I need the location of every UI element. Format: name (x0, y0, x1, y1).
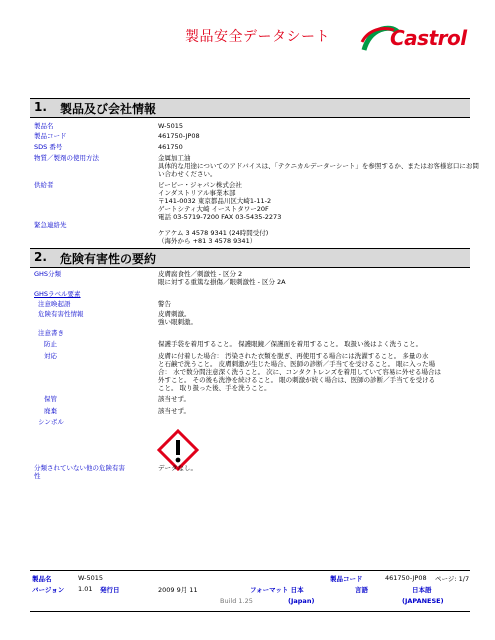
disposal-label: 廃棄 (44, 407, 57, 415)
product-code-value: 461750-JP08 (158, 132, 200, 140)
use-line-2: 具体的な用途についてのアドバイスは、「テクニカルデーターシート」を参照するか、またはお客様窓口にお問 (158, 162, 479, 170)
footer-language-label: 言語 (355, 586, 368, 594)
response-line-1: 皮膚に付着した場合： 汚染された衣類を脱ぎ、再使用する場合には洗濯すること。 多量の水 (158, 352, 429, 360)
footer-build: Build 1.25 (220, 597, 253, 605)
use-line-1: 金属加工油 (158, 154, 191, 162)
precaution-label: 注意書き (38, 329, 64, 337)
footer-format-note: (Japan) (288, 597, 315, 605)
document-title: 製品安全データシート (185, 29, 330, 45)
footer-version-value: 1.01 (78, 585, 93, 593)
supplier-label: 供給者 (34, 181, 54, 189)
response-line-5: こと。 取り扱った後、手を洗うこと。 (158, 384, 271, 392)
symbol-label: シンボル (38, 418, 64, 426)
emergency-line-1: ケアケム 3 4578 9341 (24時間受付) (158, 229, 269, 237)
ghs-class-line-1: 皮膚腐食性／刺激性 - 区分 2 (158, 270, 243, 278)
hazard-line-1: 皮膚刺激。 (158, 310, 191, 318)
page-footer (30, 570, 470, 612)
footer-product-name-value: W-5015 (78, 574, 104, 582)
response-line-2: と石鹸で洗うこと。 皮膚刺激が生じた場合、医師の診断／手当てを受けること。 眼に入った場 (158, 360, 436, 368)
use-line-3: い合わせください。 (158, 170, 217, 178)
sds-number-value: 461750 (158, 143, 183, 151)
footer-issue-date-value: 2009 9月 11 (158, 586, 198, 594)
footer-version-label: バージョン (32, 586, 65, 594)
signal-word-value: 警告 (158, 300, 171, 308)
storage-value: 該当せず。 (158, 395, 190, 403)
sds-number-label: SDS 番号 (34, 143, 63, 151)
section-1-title: 製品及び会社情報 (60, 102, 157, 116)
other-hazards-label-line-2: 性 (34, 472, 41, 480)
hazard-line-2: 強い眼刺激。 (158, 318, 197, 326)
footer-page-number: ページ: 1/7 (435, 575, 470, 583)
product-name-label: 製品名 (34, 122, 54, 130)
emergency-line-2: （海外から +81 3 4578 9341） (158, 237, 257, 245)
footer-product-code-value: 461750-JP08 (385, 574, 427, 582)
hazard-statement-label: 危険有害性情報 (38, 310, 84, 318)
footer-language-note: (JAPANESE) (402, 597, 444, 605)
ghs-class-line-2: 眼に対する重篤な損傷／眼刺激性 - 区分 2A (158, 278, 286, 286)
logo-wordmark: Castrol (390, 26, 467, 50)
supplier-line-5: 電話 03-5719-7200 FAX 03-5435-2273 (158, 213, 282, 221)
supplier-line-1: ビーピー・ジャパン株式会社 (158, 181, 242, 189)
castrol-logo (360, 20, 488, 60)
product-name-value: W-5015 (158, 122, 184, 130)
other-hazards-label-line-1: 分類されていない他の危険有害 (34, 464, 125, 472)
supplier-line-4: ゲートシティ大崎 イーストタワー20F (158, 205, 269, 213)
section-2-title: 危険有害性の要約 (60, 252, 157, 266)
other-hazards-value: データなし。 (158, 464, 197, 472)
signal-word-label: 注意喚起語 (38, 300, 71, 308)
response-line-4: 外すこと。 その後も洗浄を続けること。 眼の刺激が続く場合は、医師の診断／手当てを受ける (158, 376, 436, 384)
footer-issue-date-label: 発行日 (100, 586, 120, 594)
footer-product-code-label: 製品コード (330, 575, 363, 583)
section-1-number: 1. (34, 100, 47, 114)
disposal-value: 該当せず。 (158, 407, 190, 415)
footer-product-name-label: 製品名 (32, 575, 52, 583)
use-label: 物質／製剤の使用方法 (34, 154, 99, 162)
ghs-label-elements-heading: GHSラベル要素 (34, 290, 81, 298)
prevention-label: 防止 (44, 340, 57, 348)
product-code-label: 製品コード (34, 132, 67, 140)
section-2-number: 2. (34, 250, 47, 264)
storage-label: 保管 (44, 395, 57, 403)
supplier-line-2: インダストリアル事業本部 (158, 189, 236, 197)
response-label: 対応 (44, 352, 57, 360)
supplier-line-3: 〒141-0032 東京都品川区大崎1-11-2 (158, 197, 272, 205)
footer-format-label: フォーマット 日本 (250, 586, 304, 594)
footer-language-value: 日本語 (412, 586, 432, 594)
prevention-value: 保護手袋を着用すること。 保護眼鏡／保護面を着用すること。 取扱い後はよく洗うこと。 (158, 340, 423, 348)
section-1-header (30, 98, 470, 118)
ghs-class-label: GHS分類 (34, 270, 62, 278)
response-line-3: 合： 水で数分間注意深く洗うこと。 次に、コンタクトレンズを着用していて容易に外せる場合は (158, 368, 442, 376)
section-2-header (30, 248, 470, 268)
emergency-label: 緊急連絡先 (34, 221, 67, 229)
